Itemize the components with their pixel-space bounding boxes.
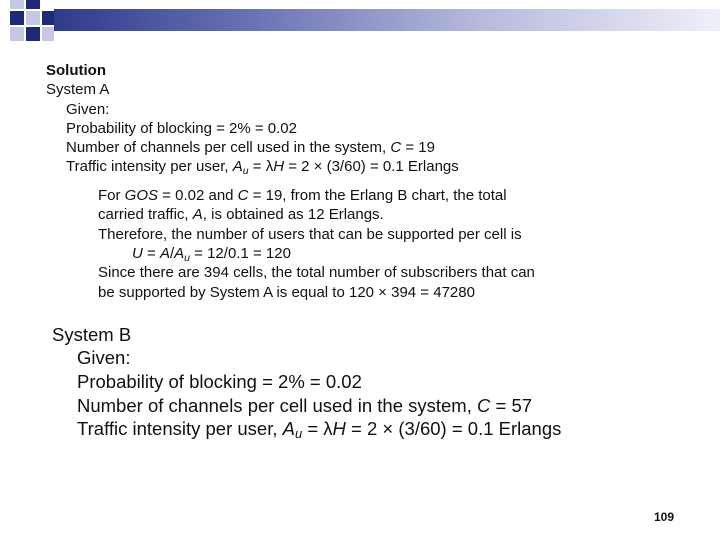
decorative-square xyxy=(10,0,24,9)
decorative-square xyxy=(42,27,54,41)
page-number: 109 xyxy=(654,510,675,524)
system-b-channels: Number of channels per cell used in the system, C = 57 xyxy=(77,395,533,416)
solution-title: Solution xyxy=(46,62,106,79)
system-a-heading: System A xyxy=(46,81,110,98)
decorative-square xyxy=(10,11,24,25)
system-a-users-equation: $U = A/A_u = 12/0.1 = 120$ xyxy=(132,245,291,264)
system-a-channels: Number of channels per cell used in the system, C = 19 xyxy=(66,139,435,156)
decorative-square xyxy=(26,27,40,41)
header-gradient-strip xyxy=(54,9,720,31)
system-b-traffic: Traffic intensity per user, $A_u = \lambda H = 2 \times (3/60) = 0.1$ Erlangs xyxy=(77,418,562,441)
system-a-gos-line: For GOS = 0.02 and C = 19, from the Erlang B chart, the total xyxy=(98,187,507,204)
system-b-blocking: Probability of blocking = 2% = 0.02 xyxy=(77,371,362,392)
system-b-given: Given: xyxy=(77,347,131,368)
decorative-square xyxy=(26,11,40,25)
system-a-result-line: be supported by System A is equal to 120 × 394 = 47280 xyxy=(98,284,475,301)
system-a-given: Given: xyxy=(66,101,110,118)
decorative-square xyxy=(42,11,54,25)
decorative-square xyxy=(26,0,40,9)
system-a-carried-line: carried traffic, A, is obtained as 12 Erlangs. xyxy=(98,206,384,223)
system-a-therefore-line: Therefore, the number of users that can be supported per cell is xyxy=(98,226,522,243)
system-b-heading: System B xyxy=(52,324,132,345)
system-a-blocking: Probability of blocking = 2% = 0.02 xyxy=(66,120,297,137)
decorative-square xyxy=(10,27,24,41)
system-a-traffic: Traffic intensity per user, $A_u = \lambda H = 2 \times (3/60) = 0.1$ Erlangs xyxy=(66,158,459,177)
system-a-since-line: Since there are 394 cells, the total number of subscribers that can xyxy=(98,264,535,281)
